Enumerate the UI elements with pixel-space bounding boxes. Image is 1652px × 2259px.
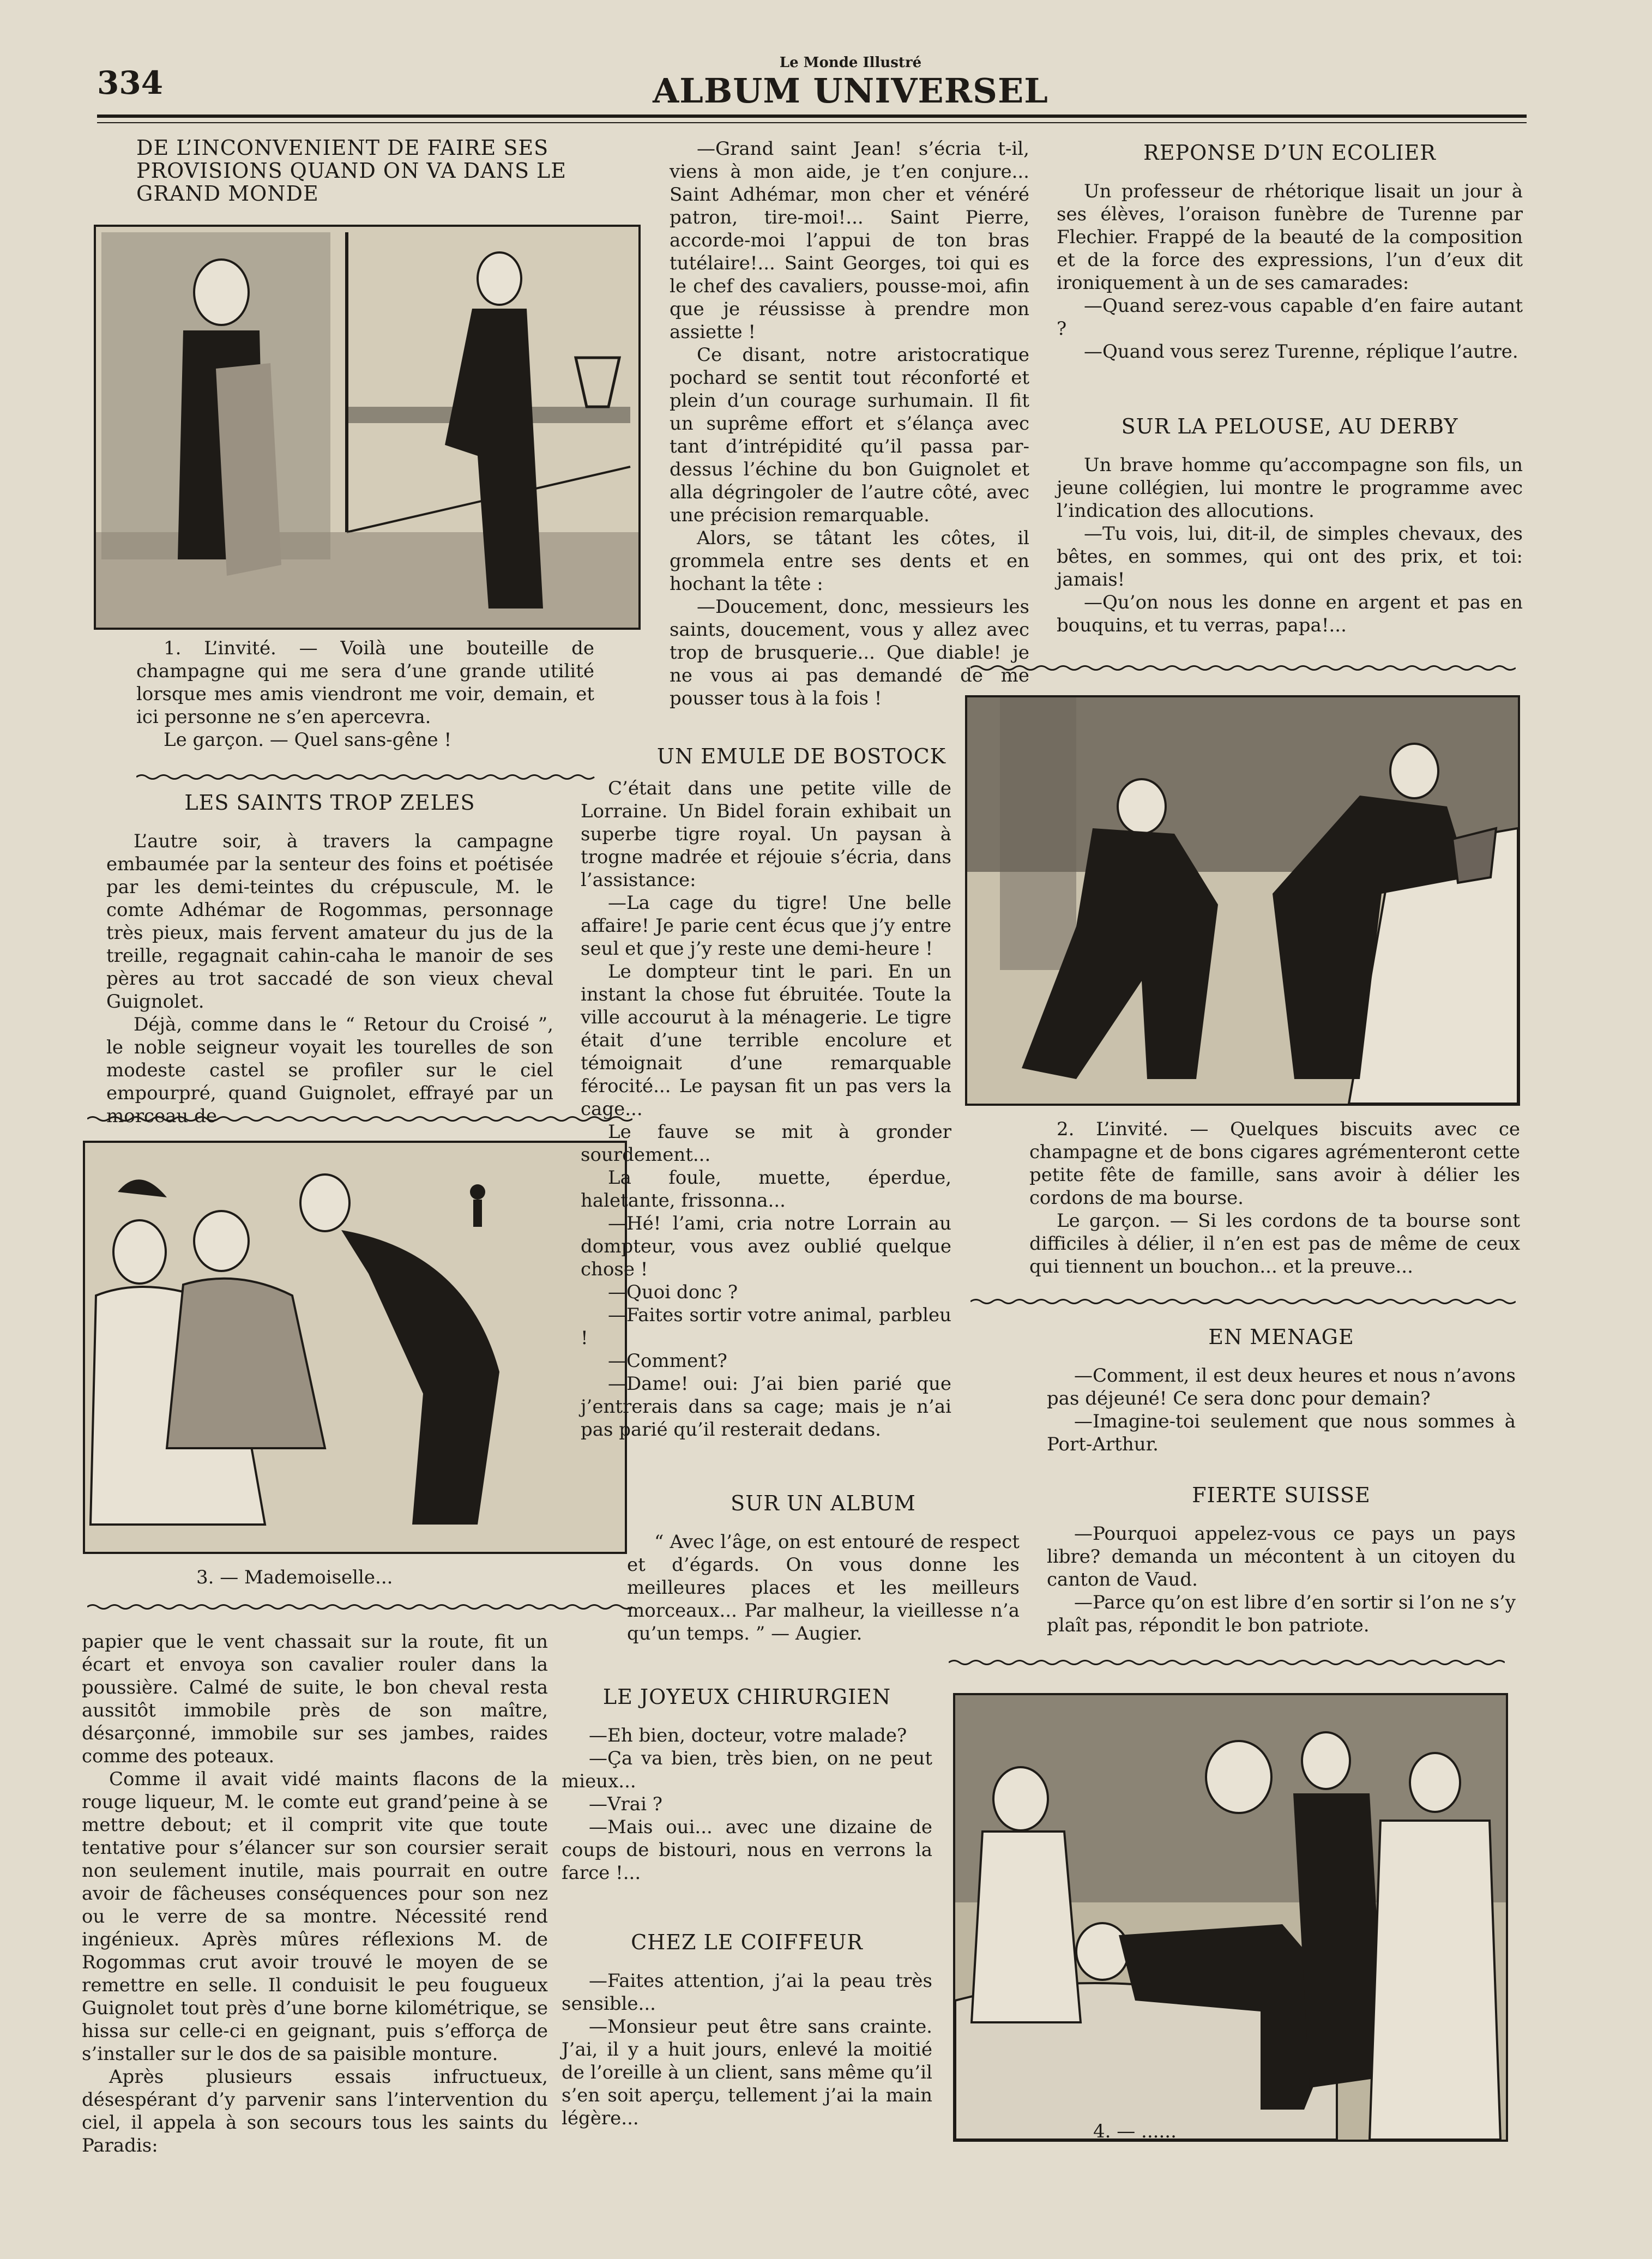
illustration-1: [94, 225, 641, 630]
caption-3: [169, 1566, 496, 1589]
bostock-p2: —La cage du tigre! Une belle affaire! Je parie cent écus que j’y entre seul et que j’y reste une demi-heure !: [581, 892, 951, 960]
bostock-p3: Le dompteur tint le pari. En un instant la chose fut ébruitée. Toute la ville accourut à la ménagerie. Le tigre était d’une terrible encolure et témoignait d’une remarquable férocité... Le paysan fit un pas vers la cage...: [581, 961, 951, 1120]
article-title: LES SAINTS TROP ZELES: [184, 791, 475, 815]
saints-p8: Alors, se tâtant les côtes, il grommela entre ses dents et en hochant la tête :: [670, 527, 1029, 595]
saints-p9: —Doucement, donc, messieurs les saints, doucement, vous y allez avec trop de brusquerie... Que diable! je ne vous ai pas demandé de me pousser tous à la fois !: [670, 596, 1029, 709]
menage-p2: —Imagine-toi seulement que nous sommes à Port-Arthur.: [1047, 1411, 1516, 1455]
bostock-p5: La foule, muette, éperdue, haletante, frissonna...: [581, 1167, 951, 1212]
caption-1: [136, 637, 594, 751]
ecolier-p2: —Quand serez-vous capable d’en faire autant ?: [1057, 295, 1523, 340]
derby-p2: —Tu vois, lui, dit-il, de simples chevaux, des bêtes, en sommes, qui ont des prix, et toi: jamais!: [1057, 523, 1523, 591]
bostock-p8: —Faites sortir votre animal, parbleu !: [581, 1304, 951, 1349]
caption-4: [1066, 2120, 1284, 2143]
bostock-p1: C’était dans une petite ville de Lorraine. Un Bidel forain exhibait un superbe tigre royal. Un paysan à trogne madrée et réjouie s’écria, dans l’assistance:: [581, 778, 951, 891]
menage-p1: —Comment, il est deux heures et nous n’avons pas déjeuné! Ce sera donc pour demain?: [1047, 1365, 1516, 1409]
caption-1-text: 1. L’invité. — Voilà une bouteille de champagne qui me sera d’une grande utilité lorsque mes amis viendront me voir, demain, et ici personne ne s’en apercevra.: [136, 637, 594, 728]
illustration-4: [953, 1693, 1508, 2142]
article-derby: [1057, 414, 1523, 637]
saints-p3: papier que le vent chassait sur la route, fit un écart et envoya son cavalier rouler dans la poussière. Calmé de suite, le bon cheval resta aussitôt immobile près de son maître, désarçonné, immobile sur ses jambes, raides comme des poteaux.: [82, 1631, 548, 1767]
article-coiffeur: [562, 1930, 932, 2130]
saints-p6: —Grand saint Jean! s’écria t-il, viens à mon aide, je t’en conjure... Saint Adhémar, mon cher et vénéré patron, tire-moi!... Saint Pierre, accorde-moi l’appui de ton bras tutélaire!... Saint Georges, toi qui es le chef des cavaliers, pousse-moi, afin que je réussisse à prendre mon assiette !: [670, 138, 1029, 343]
article-bostock: [581, 777, 951, 1441]
article-title: FIERTE SUISSE: [1192, 1483, 1371, 1507]
album-p1: “ Avec l’âge, on est entouré de respect et d’égards. On vous donne les meilleures places et les meilleurs morceaux... Par malheur, la vieillesse n’a qu’un temps. ” — Augier.: [627, 1531, 1020, 1644]
article-inconvenient: [136, 136, 605, 220]
article-title: REPONSE D’UN ECOLIER: [1143, 141, 1436, 165]
chirurgien-p3: —Vrai ?: [589, 1793, 662, 1815]
illustration-2: [965, 695, 1520, 1106]
separator-wavy: [970, 664, 1516, 672]
bostock-p7: —Quoi donc ?: [608, 1281, 738, 1303]
bostock-p10: —Dame! oui: J’ai bien parié que j’entrerais dans sa cage; mais je n’ai pas parié qu’il resterait dedans.: [581, 1373, 951, 1441]
coiffeur-p1: —Faites attention, j’ai la peau très sensible...: [562, 1970, 932, 2015]
illustration-3: [83, 1141, 627, 1554]
article-title: UN EMULE DE BOSTOCK: [656, 744, 946, 768]
derby-p3: —Qu’on nous les donne en argent et pas en bouquins, et tu verras, papa!...: [1057, 592, 1523, 636]
derby-p1: Un brave homme qu’accompagne son fils, un jeune collégien, lui montre le programme avec l’indication des allocutions.: [1057, 454, 1523, 522]
bostock-p9: —Comment?: [608, 1350, 727, 1372]
caption-2: [1029, 1118, 1520, 1278]
caption-1-reply: Le garçon. — Quel sans-gêne !: [164, 729, 452, 751]
saints-p1: L’autre soir, à travers la campagne embaumée par la senteur des foins et poétisée par les demi-teintes du crépuscule, M. le comte Adhémar de Rogommas, personnage très pieux, mais fervent amateur du jus de la treille, regagnait cahin-caha le manoir de ses pères au trot saccadé de son vieux cheval Guignolet.: [106, 830, 553, 1013]
article-suisse: [1047, 1483, 1516, 1637]
separator-wavy: [87, 1603, 632, 1611]
caption-4-text: 4. — ......: [1093, 2121, 1177, 2142]
magazine-title: ALBUM UNIVERSEL: [653, 71, 1048, 111]
header-rule-thin: [97, 122, 1527, 123]
article-title: SUR UN ALBUM: [731, 1491, 916, 1515]
ecolier-p3: —Quand vous serez Turenne, réplique l’autre.: [1084, 341, 1518, 363]
saints-p4: Comme il avait vidé maints flacons de la rouge liqueur, M. le comte eut grand’peine à se mettre debout; et il comprit vite que toute tentative pour s’élancer sur son coursier serait non seulement inutile, mais pourrait en outre avoir de fâcheuses conséquences pour son nez ou le verre de sa montre. Nécessité rend ingénieux. Après mûres réflexions M. de Rogommas crut avoir trouvé le moyen de se remettre en selle. Il conduisit le peu fougueux Guignolet tout près d’une borne kilométrique, se hissa sur celle-ci en geignant, puis s’efforça de s’installer sur le dos de sa paisible monture.: [82, 1768, 548, 2065]
saints-p2: Déjà, comme dans le “ Retour du Croisé ”, le noble seigneur voyait les tourelles de son modeste castel se profiler sur le ciel empourpré, quand Guignolet, effrayé par un morceau de: [106, 1014, 553, 1127]
article-title: LE JOYEUX CHIRURGIEN: [602, 1685, 891, 1709]
separator-wavy: [970, 1298, 1516, 1305]
saints-p5: Après plusieurs essais infructueux, désespérant d’y parvenir sans l’intervention du ciel, il appela à son secours tous les saints du Paradis:: [82, 2066, 548, 2156]
article-title: DE L’INCONVENIENT DE FAIRE SES PROVISIONS QUAND ON VA DANS LE GRAND MONDE: [136, 136, 567, 206]
suisse-p1: —Pourquoi appelez-vous ce pays un pays libre? demanda un mécontent à un citoyen du canton de Vaud.: [1047, 1523, 1516, 1591]
article-saints-continued: [82, 1630, 548, 2157]
ecolier-p1: Un professeur de rhétorique lisait un jour à ses élèves, l’oraison funèbre de Turenne par Flechier. Frappé de la beauté de la composition et de la force des expressions, l’un d’eux dit ironiquement à un de ses camarades:: [1057, 180, 1523, 294]
article-saints: [106, 791, 553, 1128]
article-saints-end: [670, 137, 1029, 710]
suisse-p2: —Parce qu’on est libre d’en sortir si l’on ne s’y plaît pas, répondit le bon patriote.: [1047, 1592, 1516, 1636]
caption-3-text: 3. — Mademoiselle...: [196, 1567, 393, 1588]
article-chirurgien: [562, 1685, 932, 1884]
bostock-p6: —Hé! l’ami, cria notre Lorrain au dompteur, vous avez oublié quelque chose !: [581, 1213, 951, 1280]
article-title: SUR LA PELOUSE, AU DERBY: [1121, 414, 1458, 438]
chirurgien-p4: —Mais oui... avec une dizaine de coups de bistouri, nous en verrons la farce !...: [562, 1816, 932, 1884]
article-title: CHEZ LE COIFFEUR: [631, 1930, 863, 1954]
chirurgien-p2: —Ça va bien, très bien, on ne peut mieux...: [562, 1748, 932, 1792]
article-album: [627, 1491, 1020, 1645]
header-rule-thick: [97, 115, 1527, 118]
article-ecolier: [1057, 141, 1523, 363]
article-menage: [1047, 1325, 1516, 1456]
magazine-subtitle: Le Monde Illustré: [779, 55, 922, 71]
caption-2-text: 2. L’invité. — Quelques biscuits avec ce champagne et de bons cigares agrémenteront cette petite fête de famille, sans avoir à délier les cordons de ma bourse.: [1029, 1118, 1520, 1209]
bostock-p4: Le fauve se mit à gronder sourdement...: [581, 1121, 951, 1166]
page-number: 334: [97, 64, 164, 101]
separator-wavy: [949, 1659, 1505, 1666]
separator-wavy: [87, 1115, 632, 1123]
coiffeur-p2: —Monsieur peut être sans crainte. J’ai, il y a huit jours, enlevé la moitié de l’oreille à un client, sans même qu’il s’en soit aperçu, tellement j’ai la main légère...: [562, 2016, 932, 2129]
chirurgien-p1: —Eh bien, docteur, votre malade?: [589, 1725, 907, 1746]
saints-p7: Ce disant, notre aristocratique pochard se sentit tout réconforté et plein d’un courage surhumain. Il fit un suprême effort et s’élança avec tant d’intrépidité qu’il passa par-dessus l’échine du bon Guignolet et alla dégringoler de l’autre côté, avec une précision remarquable.: [670, 344, 1029, 526]
article-title: EN MENAGE: [1208, 1325, 1354, 1349]
caption-2-reply: Le garçon. — Si les cordons de ta bourse sont difficiles à délier, il n’en est pas de même de ceux qui tiennent un bouchon... et la preuve...: [1029, 1210, 1520, 1278]
separator-wavy: [136, 773, 600, 781]
